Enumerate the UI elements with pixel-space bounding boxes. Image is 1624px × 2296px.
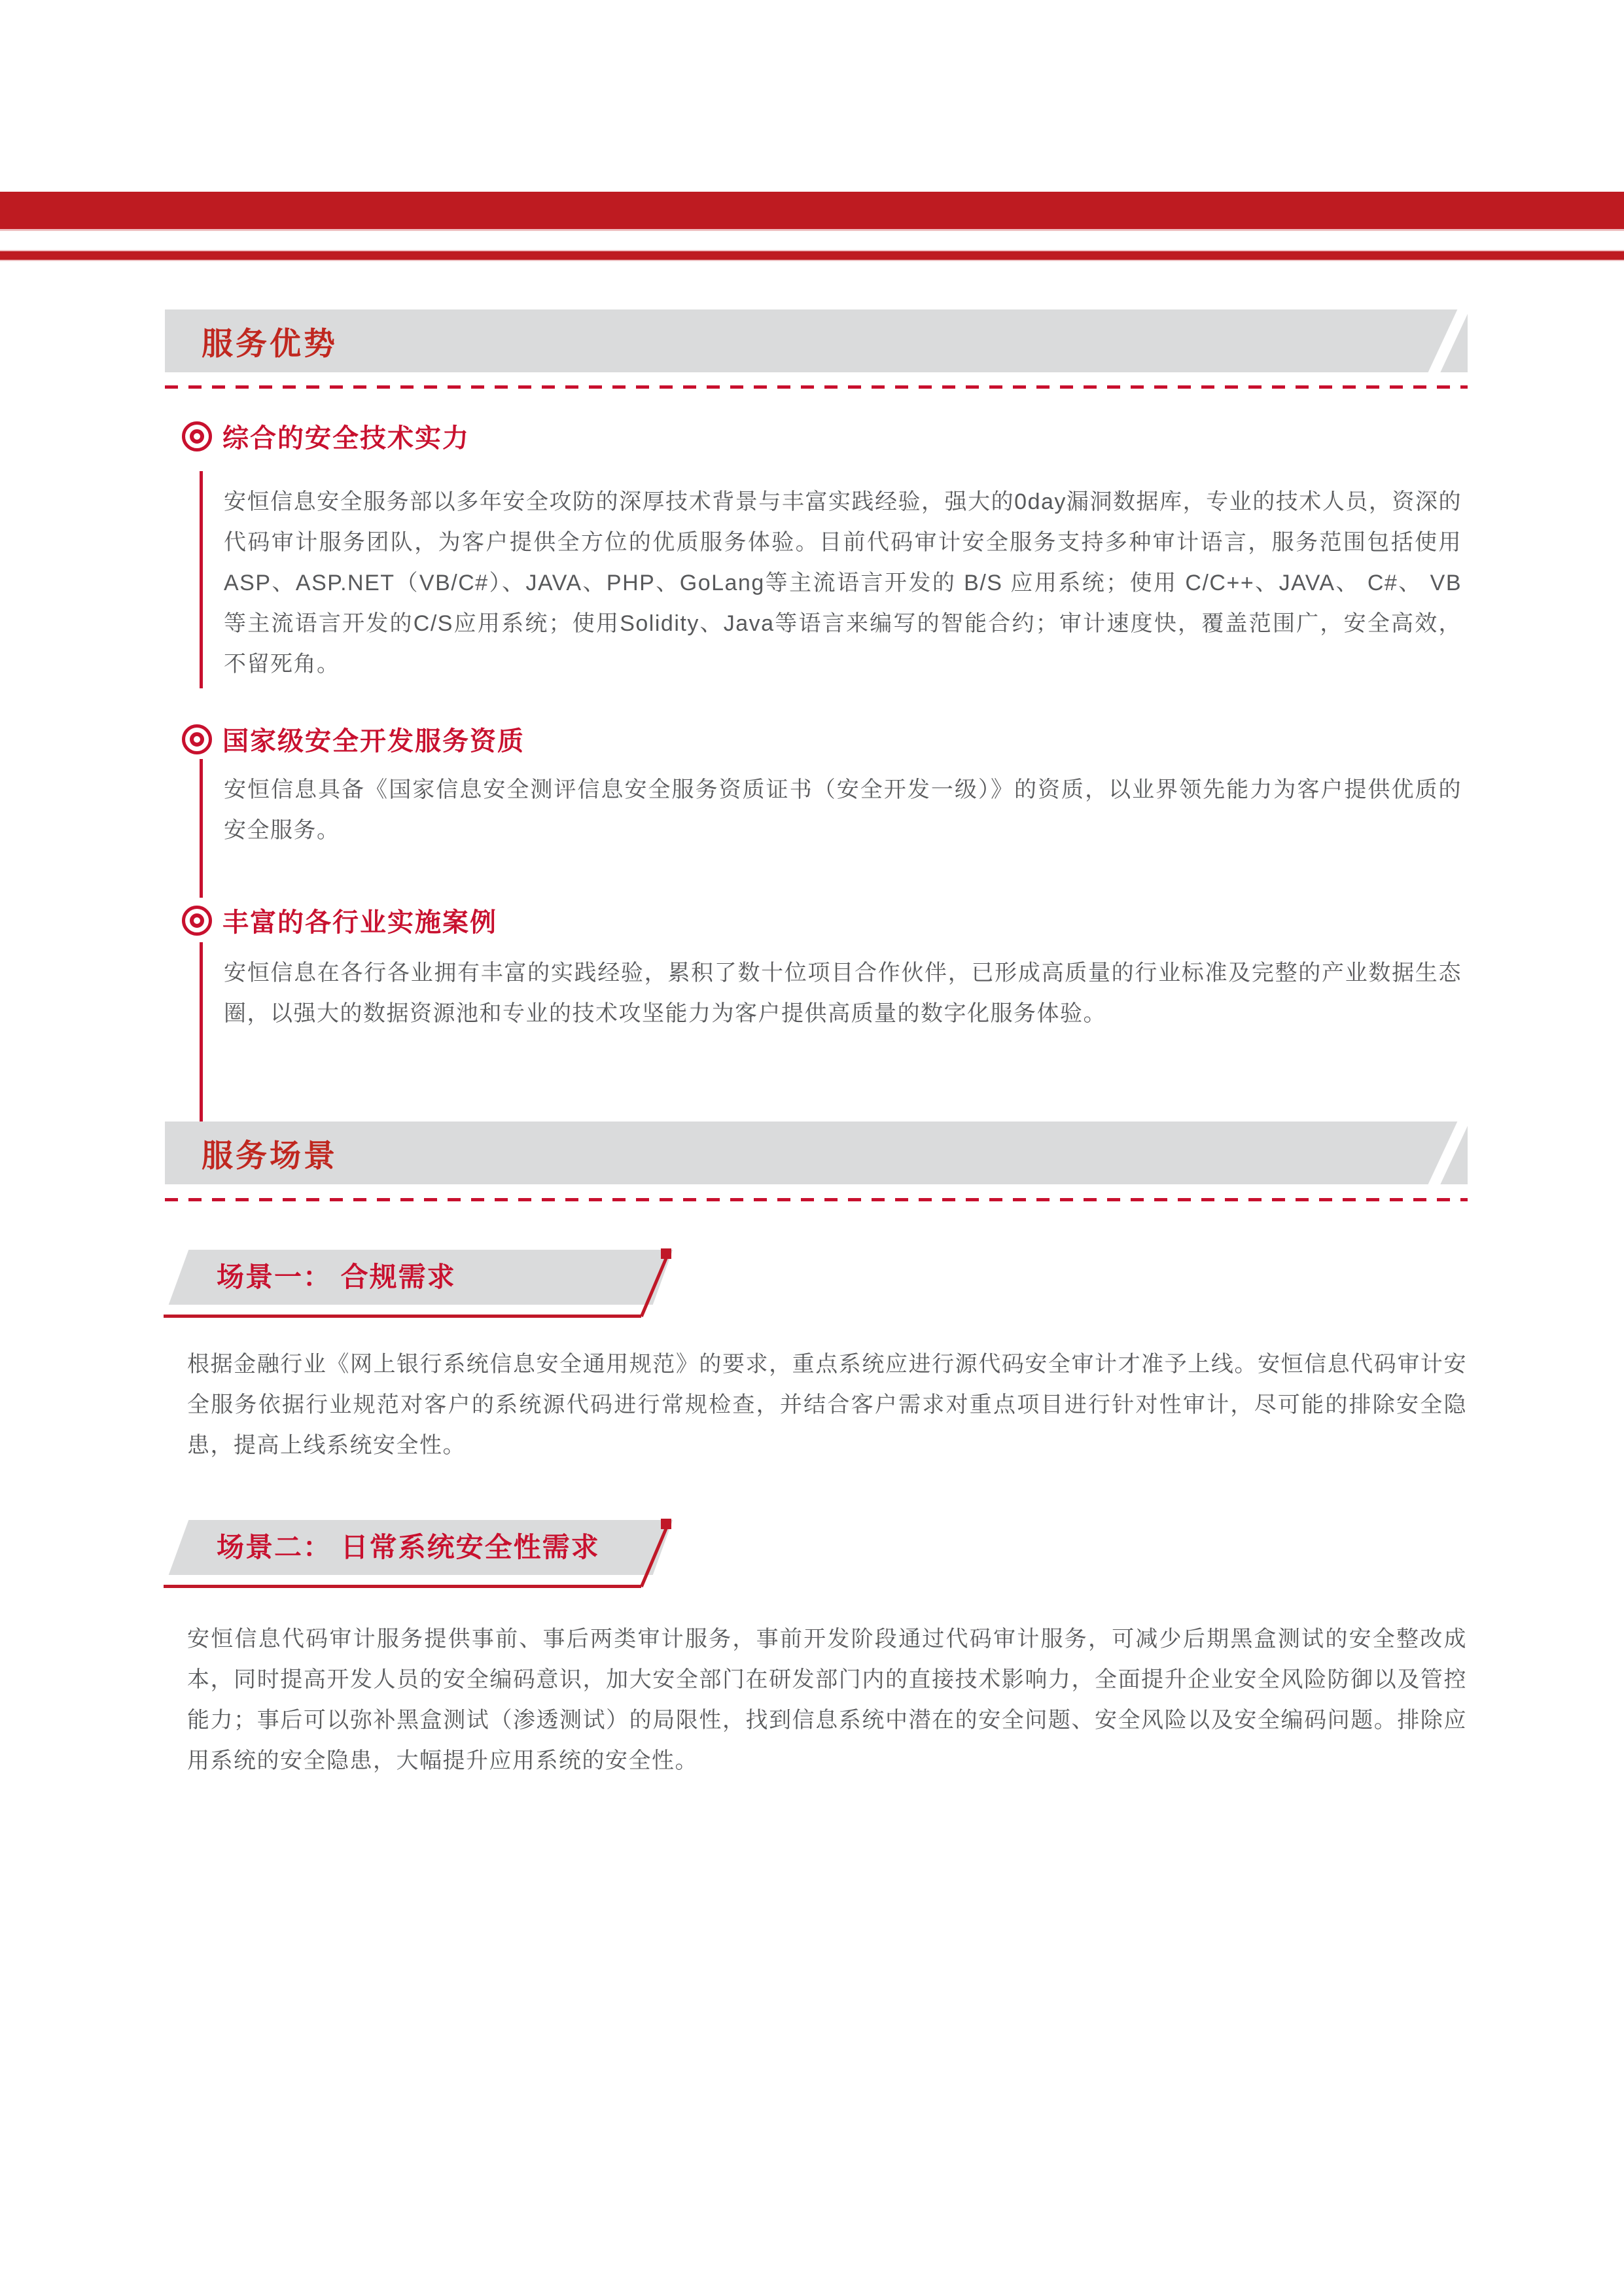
- advantage-heading-3: [182, 902, 497, 939]
- target-icon: [182, 906, 212, 936]
- target-icon-core: [190, 429, 204, 444]
- advantage-heading-label: 综合的安全技术实力: [222, 424, 470, 453]
- target-icon: [182, 421, 212, 451]
- section-banner-advantages: [165, 309, 1468, 372]
- top-thick-red-bar: [0, 192, 1624, 231]
- scenario-square-decoration: [661, 1248, 671, 1259]
- advantage-body-3: 安恒信息在各行各业拥有丰富的实践经验，累积了数十位项目合作伙伴，已形成高质量的行业标准及完整的产业数据生态圈，以强大的数据资源池和专业的技术攻坚能力为客户提供高质量的数字化服务体验。: [200, 942, 1462, 1132]
- scenario-label-2: 场景二： 日常系统安全性需求: [217, 1532, 600, 1563]
- advantage-heading-1: [182, 417, 470, 455]
- target-icon: [182, 724, 212, 754]
- advantage-body-2: 安恒信息具备《国家信息安全测评信息安全服务资质证书（安全开发一级）》的资质，以业界领先能力为客户提供优质的安全服务。: [200, 759, 1462, 898]
- scenario-body-1: 根据金融行业《网上银行系统信息安全通用规范》的要求，重点系统应进行源代码安全审计才准予上线。安恒信息代码审计安全服务依据行业规范对客户的系统源代码进行常规检查，并结合客户需求对重点项目进行针对性审计，尽可能的排除安全隐患，提高上线系统安全性。: [187, 1352, 1467, 1458]
- banner-slash-decoration: [1423, 309, 1468, 372]
- scenario-square-decoration: [661, 1519, 671, 1529]
- section-title-advantages: 服务优势: [202, 327, 338, 362]
- banner-slash-decoration: [1423, 1122, 1468, 1184]
- advantage-body-1: 安恒信息安全服务部以多年安全攻防的深厚技术背景与丰富实践经验，强大的0day漏洞数据库，专业的技术人员，资深的代码审计服务团队，为客户提供全方位的优质服务体验。目前代码审计安全服务支持多种审计语言，服务范围包括使用 ASP、ASP.NET（VB/C#）、JAVA、PHP、GoLang等主流语言开发的 B/S 应用系统；使用 C/C++、JAVA、 C#、 VB 等主流语言开发的C/S应用系统；使用Solidity、Java等语言来编写的智能合约；审计速度快，覆盖范围广，安全高效，不留死角。: [200, 471, 1462, 688]
- scenario-underline-decoration: [164, 1585, 641, 1588]
- scenario-label-1: 场景一： 合规需求: [217, 1262, 456, 1292]
- section-banner-scenarios: [165, 1122, 1468, 1184]
- advantage-heading-label: 丰富的各行业实施案例: [222, 908, 497, 937]
- dashed-divider: [165, 1198, 1468, 1201]
- scenario-banner-1: [169, 1250, 673, 1305]
- dashed-divider: [165, 385, 1468, 389]
- target-icon-core: [190, 732, 204, 747]
- advantage-heading-label: 国家级安全开发服务资质: [222, 727, 525, 756]
- scenario-banner-2: [169, 1520, 673, 1575]
- top-thin-red-bar: [0, 250, 1624, 261]
- advantage-heading-2: [182, 720, 525, 758]
- scenario-body-2: 安恒信息代码审计服务提供事前、事后两类审计服务，事前开发阶段通过代码审计服务，可减少后期黑盒测试的安全整改成本，同时提高开发人员的安全编码意识，加大安全部门在研发部门内的直接技术影响力，全面提升企业安全风险防御以及管控能力；事后可以弥补黑盒测试（渗透测试）的局限性，找到信息系统中潜在的安全问题、安全风险以及安全编码问题。排除应用系统的安全隐患，大幅提升应用系统的安全性。: [187, 1627, 1467, 1773]
- section-title-scenarios: 服务场景: [202, 1139, 338, 1174]
- scenario-underline-decoration: [164, 1315, 641, 1318]
- target-icon-core: [190, 913, 204, 928]
